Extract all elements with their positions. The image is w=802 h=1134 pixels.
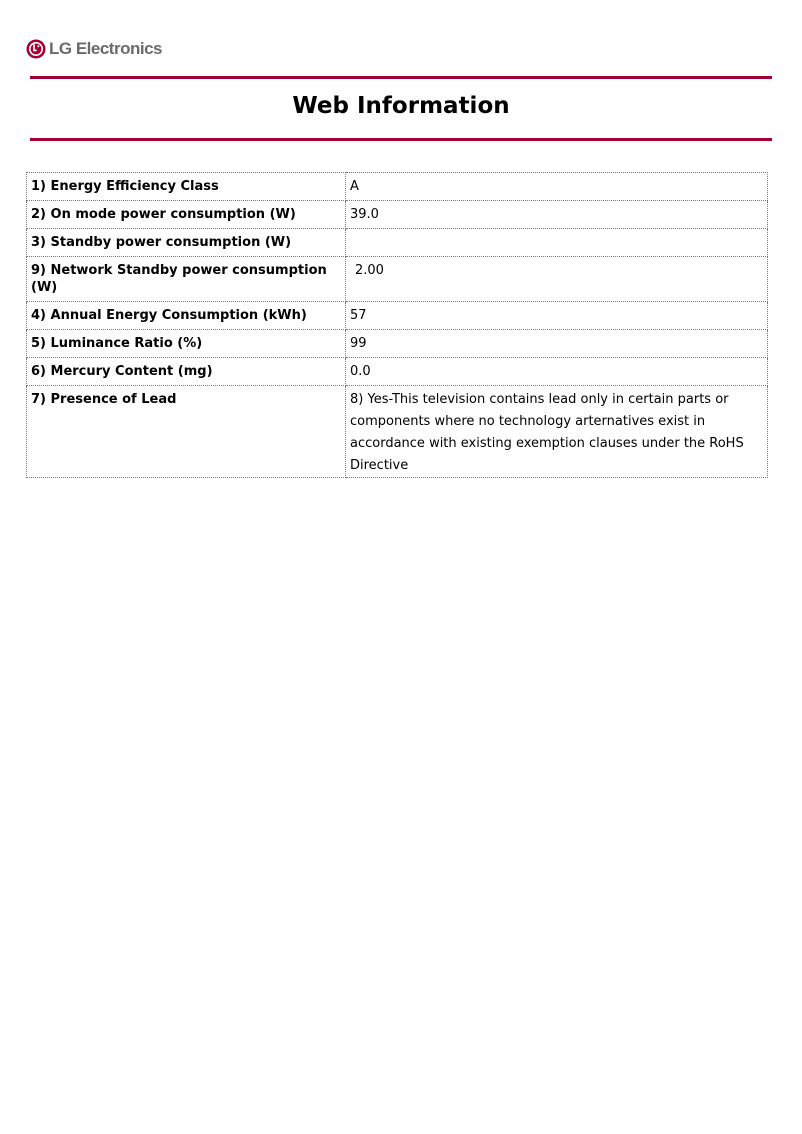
header-divider-top <box>30 76 772 79</box>
table-row <box>27 386 768 478</box>
row-label: 2) On mode power consumption (W) <box>27 201 346 229</box>
row-value: 39.0 <box>346 201 768 229</box>
table-row <box>27 229 768 257</box>
row-label: 4) Annual Energy Consumption (kWh) <box>27 302 346 330</box>
table-row <box>27 173 768 201</box>
lg-logo-icon <box>26 39 46 59</box>
table-row <box>27 257 768 302</box>
header-divider-bottom <box>30 138 772 141</box>
row-value: 57 <box>346 302 768 330</box>
energy-info-table <box>26 172 768 478</box>
row-value: 99 <box>346 330 768 358</box>
table-row <box>27 201 768 229</box>
row-value <box>346 229 768 257</box>
table-row <box>27 330 768 358</box>
logo-text: LG Electronics <box>49 39 162 58</box>
row-value: 0.0 <box>346 358 768 386</box>
row-label: 1) Energy Efficiency Class <box>27 173 346 201</box>
row-value: 2.00 <box>346 257 768 302</box>
row-label: 7) Presence of Lead <box>27 386 346 478</box>
page-title: Web Information <box>292 93 510 119</box>
row-label: 9) Network Standby power consumption (W) <box>27 257 346 302</box>
row-label: 6) Mercury Content (mg) <box>27 358 346 386</box>
row-label: 5) Luminance Ratio (%) <box>27 330 346 358</box>
row-label: 3) Standby power consumption (W) <box>27 229 346 257</box>
brand-logo <box>26 38 162 60</box>
row-value: 8) Yes-This television contains lead only in certain parts or components where no technology arternatives exist in accordance with existing exemption clauses under the RoHS Directive <box>346 386 768 478</box>
table-row <box>27 302 768 330</box>
row-value: A <box>346 173 768 201</box>
table-row <box>27 358 768 386</box>
